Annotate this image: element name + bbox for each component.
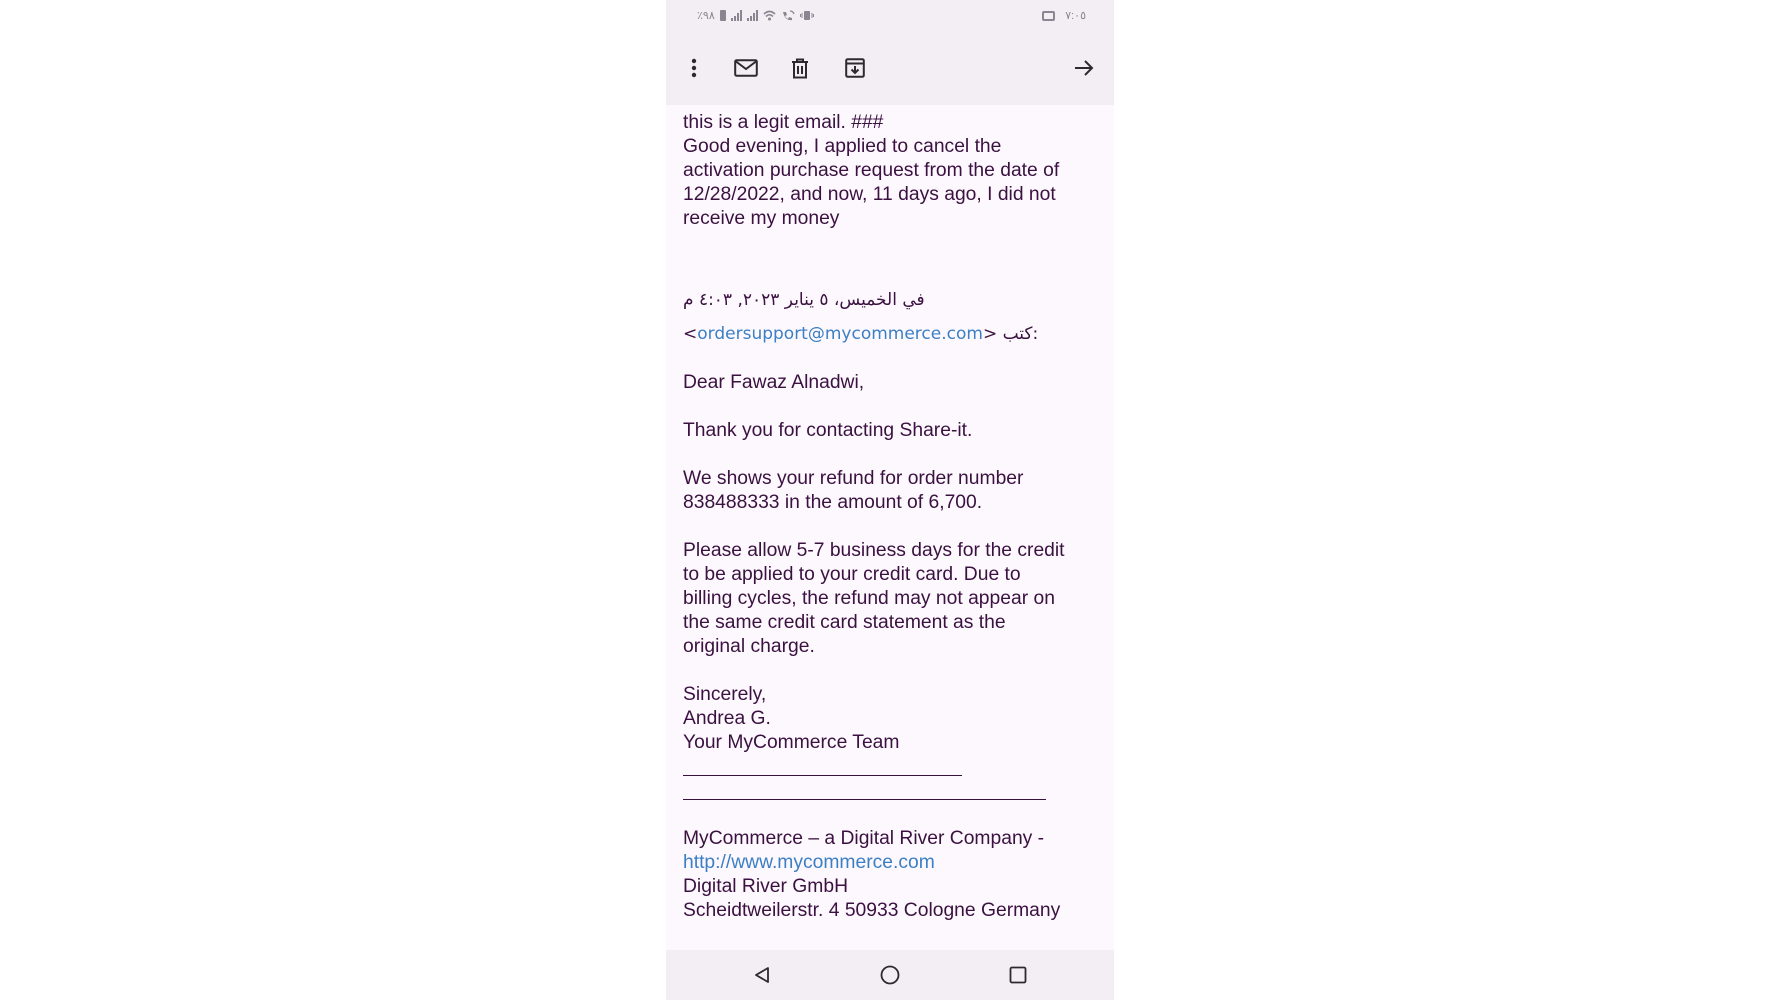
company-url-link[interactable]: http://www.mycommerce.com: [683, 852, 935, 873]
move-to-inbox-button[interactable]: [841, 54, 869, 82]
spacer: [683, 351, 1103, 371]
legit-email-line: this is a legit email. ###: [683, 112, 884, 133]
sign-off: Sincerely,: [683, 684, 767, 705]
battery-percent: ٪٩٨: [697, 10, 715, 22]
wifi-calling-icon: [781, 10, 795, 21]
spacer: [683, 443, 1103, 467]
complaint-line: receive my money: [683, 208, 840, 229]
forward-arrow-icon: [1074, 59, 1094, 77]
home-button[interactable]: [878, 963, 902, 987]
phone-screen: [666, 0, 1114, 1000]
signal-icon-2: [747, 10, 758, 21]
wifi-icon: [763, 10, 776, 21]
mark-unread-button[interactable]: [732, 54, 760, 82]
more-vert-icon: [691, 58, 697, 78]
delete-icon: [791, 58, 809, 79]
back-button[interactable]: [750, 963, 774, 987]
battery-icon: [720, 10, 726, 21]
allow-line: original charge.: [683, 636, 815, 657]
delete-button[interactable]: [786, 54, 814, 82]
spacer: [683, 515, 1103, 539]
system-nav-bar: [666, 950, 1114, 1000]
divider-short: [683, 755, 1103, 779]
signer-name: Andrea G.: [683, 708, 771, 729]
status-time: ٧:٠٥: [1065, 10, 1086, 22]
email-body-text: [683, 105, 1103, 923]
more-options-button[interactable]: [680, 54, 708, 82]
status-icons-right: [1042, 9, 1086, 22]
spacer: [683, 231, 1103, 283]
quote-header-sender: [683, 317, 1103, 351]
allow-line: billing cycles, the refund may not appear on: [683, 588, 1055, 609]
next-email-button[interactable]: [1070, 54, 1098, 82]
spacer: [683, 395, 1103, 419]
refund-line: We shows your refund for order number: [683, 468, 1024, 489]
divider-long: [683, 779, 1103, 803]
spacer: [683, 659, 1103, 683]
refund-line: 838488333 in the amount of 6,700.: [683, 492, 983, 513]
recents-square-icon: [1009, 966, 1027, 984]
vibrate-icon: [800, 10, 814, 21]
status-icons-left: [697, 9, 814, 22]
company-name: Digital River GmbH: [683, 876, 848, 897]
allow-line: Please allow 5-7 business days for the credit: [683, 540, 1065, 561]
quote-close: > كتب:: [982, 324, 1039, 344]
team-name: Your MyCommerce Team: [683, 732, 900, 753]
move-to-inbox-icon: [845, 58, 865, 78]
back-triangle-icon: [754, 966, 770, 984]
email-toolbar: [666, 32, 1114, 105]
complaint-line: 12/28/2022, and now, 11 days ago, I did not: [683, 184, 1056, 205]
complaint-line: Good evening, I applied to cancel the: [683, 136, 1002, 157]
home-circle-icon: [880, 965, 900, 985]
thanks-line: Thank you for contacting Share-it.: [683, 420, 973, 441]
quote-header-date: في الخميس، ٥ يناير ٢٠٢٣, ٤:٠٣ م: [683, 290, 925, 310]
spacer: [683, 803, 1103, 827]
sender-email-link[interactable]: ordersupport@mycommerce.com: [697, 324, 983, 344]
company-address: Scheidtweilerstr. 4 50933 Cologne Germany: [683, 900, 1061, 921]
recents-button[interactable]: [1006, 963, 1030, 987]
notification-icon: [1042, 11, 1055, 21]
mark-unread-icon: [734, 59, 758, 77]
quote-open: <: [683, 324, 698, 344]
email-body[interactable]: [666, 105, 1114, 950]
allow-line: the same credit card statement as the: [683, 612, 1006, 633]
greeting: Dear Fawaz Alnadwi,: [683, 372, 865, 393]
signal-icon: [731, 10, 742, 21]
company-line: MyCommerce – a Digital River Company -: [683, 828, 1045, 849]
status-bar: [666, 0, 1114, 32]
complaint-line: activation purchase request from the date of: [683, 160, 1060, 181]
allow-line: to be applied to your credit card. Due to: [683, 564, 1021, 585]
